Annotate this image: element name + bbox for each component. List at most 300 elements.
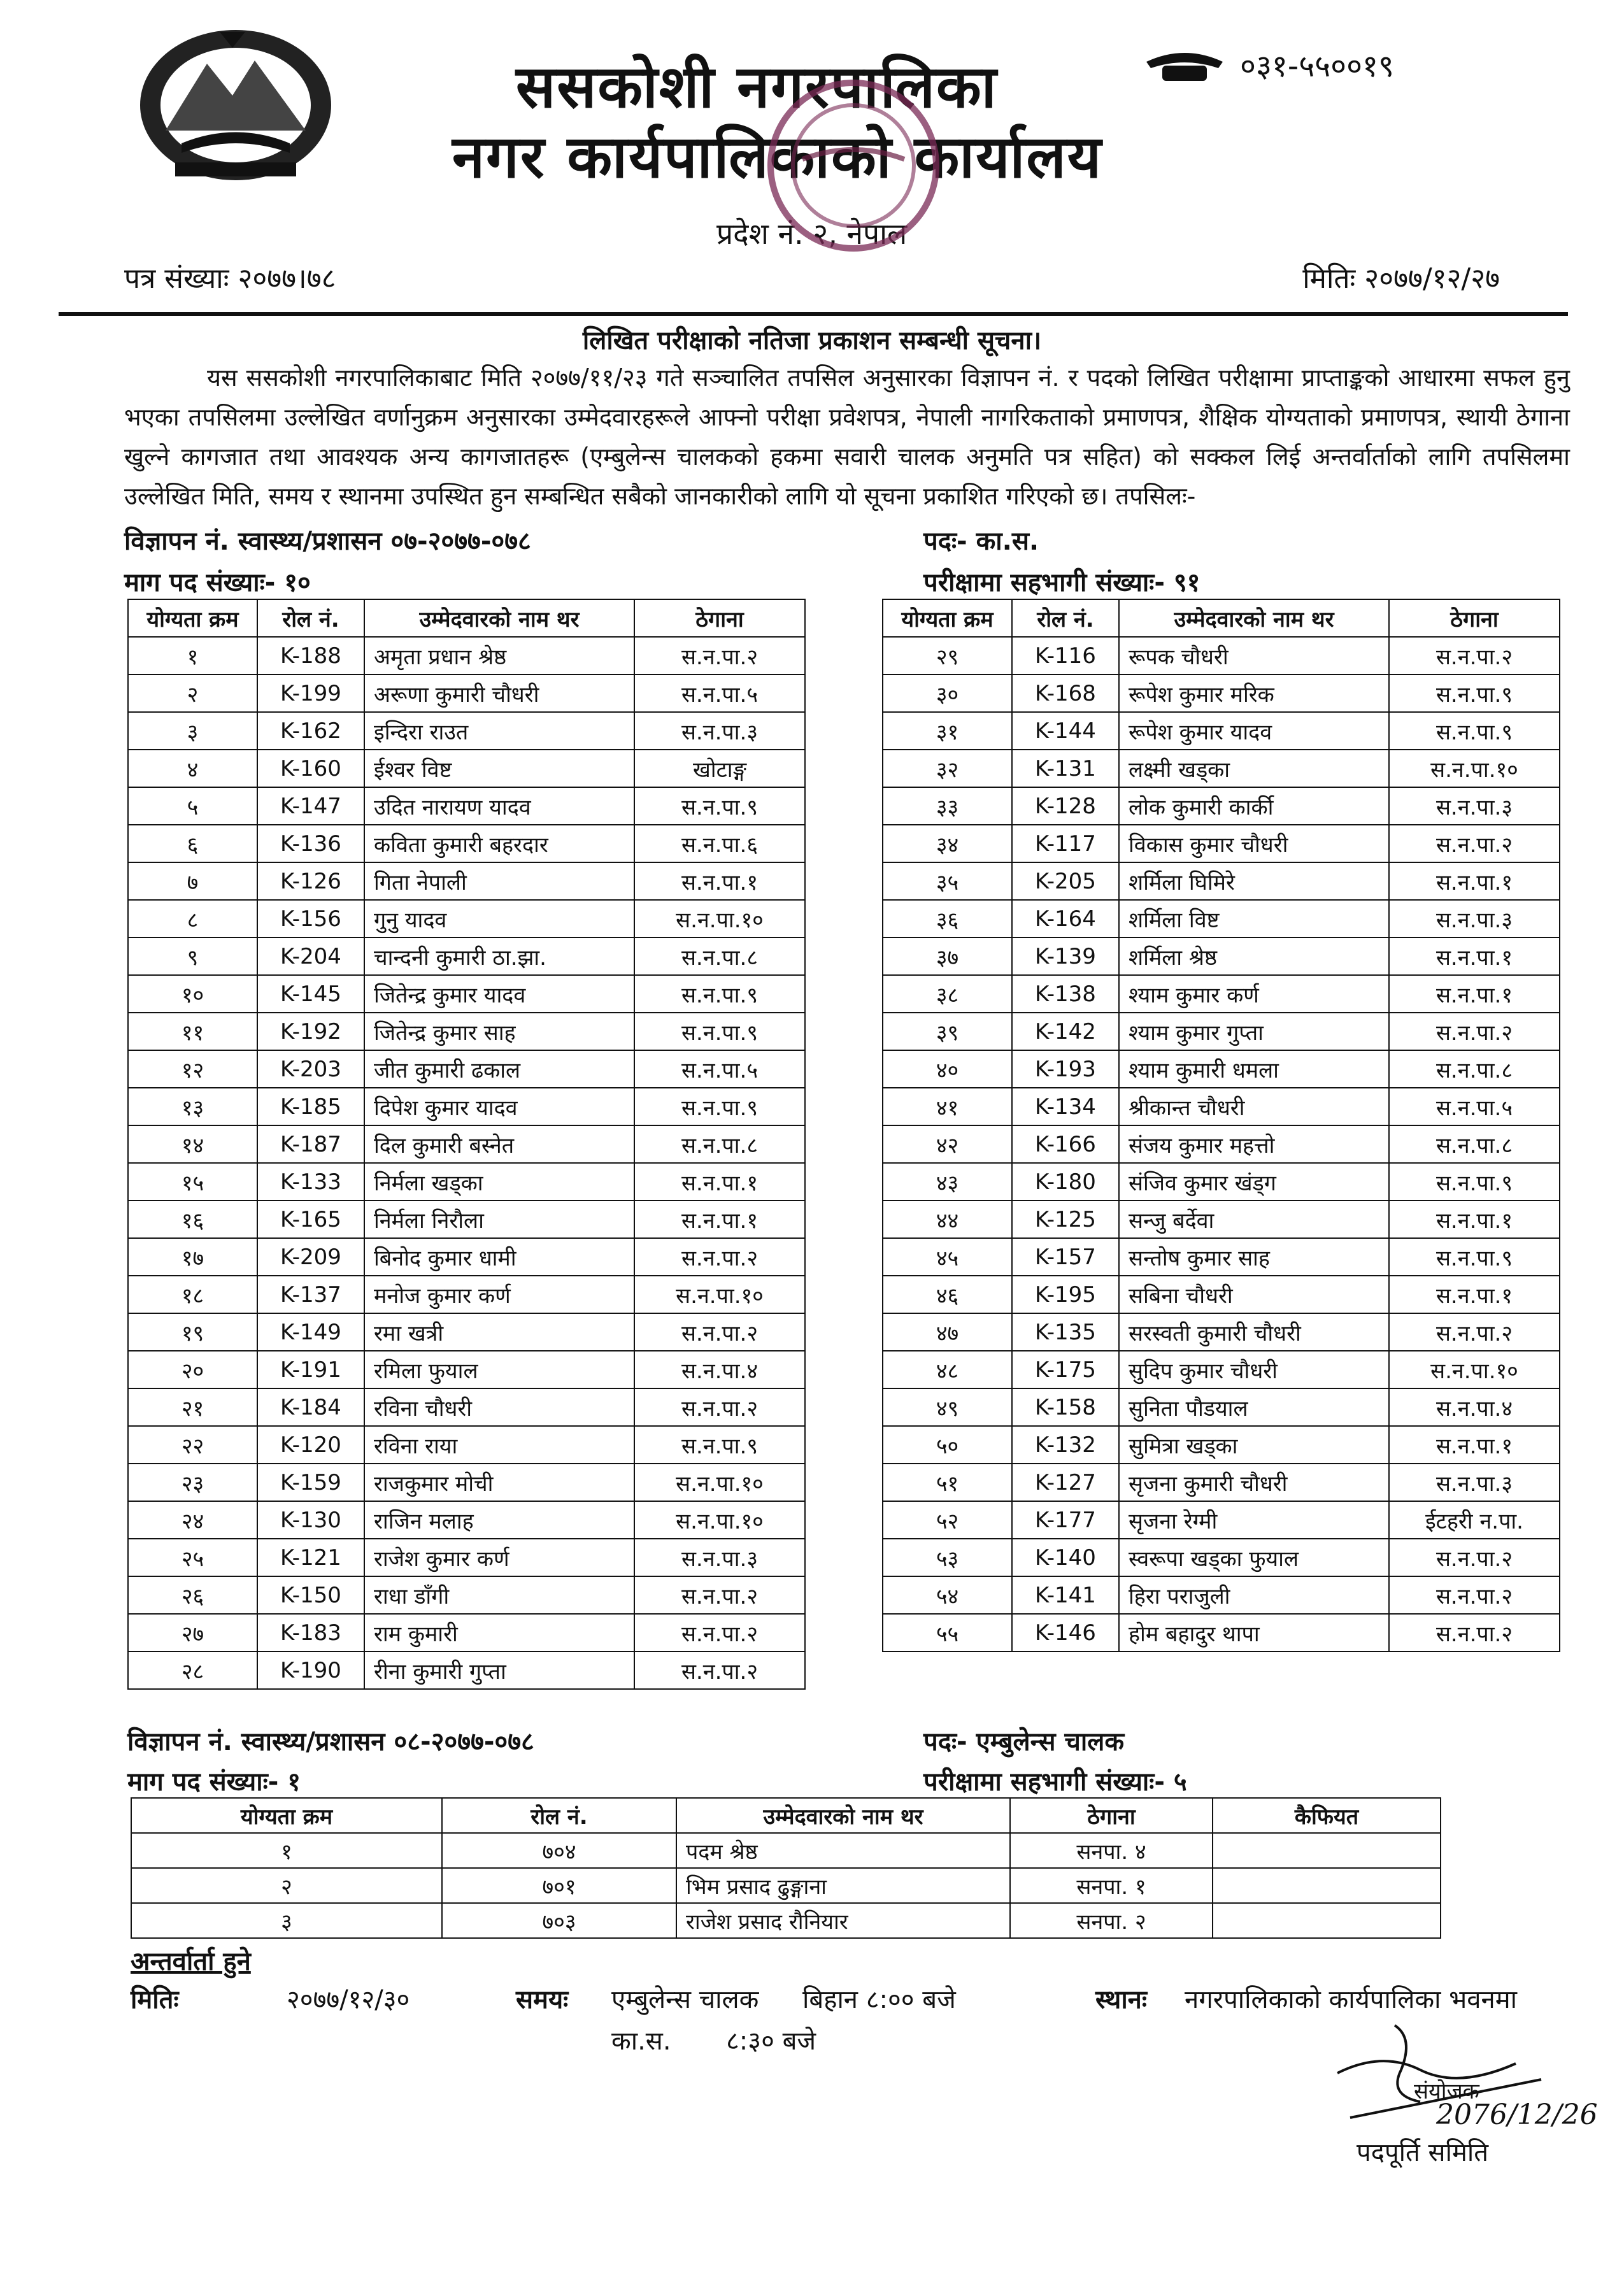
table-cell: ४ [128, 750, 257, 787]
interview-place-label: स्थानः [1095, 1985, 1147, 2014]
table-cell: स.न.पा.२ [1389, 1313, 1560, 1351]
table-row [883, 1614, 1560, 1651]
table-cell: ४९ [883, 1388, 1012, 1426]
table-cell: स.न.पा.३ [634, 1539, 805, 1576]
table-cell: ५० [883, 1426, 1012, 1464]
office-name: नगर कार्यपालिकाको कार्यालय [452, 123, 1103, 191]
table-cell: स.न.पा.९ [634, 787, 805, 825]
table-row [128, 1163, 805, 1201]
table-cell: स.न.पा.९ [1389, 712, 1560, 750]
table-cell: K-138 [1012, 975, 1119, 1013]
table-cell: उदित नारायण यादव [364, 787, 634, 825]
issue-date: मितिः २०७७/१२/२७ [1302, 262, 1500, 295]
table-cell: ईटहरी न.पा. [1389, 1501, 1560, 1539]
table-row [131, 1833, 1441, 1868]
table-row [128, 637, 805, 674]
table-cell: हिरा पराजुली [1119, 1576, 1389, 1614]
table-cell: ३९ [883, 1013, 1012, 1050]
table-cell: ११ [128, 1013, 257, 1050]
table-cell: मनोज कुमार कर्ण [364, 1276, 634, 1313]
table-cell: १६ [128, 1201, 257, 1238]
table-cell: ४४ [883, 1201, 1012, 1238]
table-cell: १२ [128, 1050, 257, 1088]
section1-participants: परीक्षामा सहभागी संख्याः- ९१ [923, 568, 1200, 597]
interview-slot2-time: ८:३० बजे [726, 2027, 816, 2056]
table-row [883, 1088, 1560, 1125]
table-cell: स.न.पा.९ [1389, 674, 1560, 712]
table-cell: रीना कुमारी गुप्ता [364, 1651, 634, 1689]
table-cell: सनपा. ४ [1010, 1833, 1213, 1868]
table-cell: सृजना रेग्मी [1119, 1501, 1389, 1539]
header-divider [59, 312, 1568, 316]
table-cell: रूपेश कुमार यादव [1119, 712, 1389, 750]
table-cell: स.न.पा.३ [1389, 1464, 1560, 1501]
table-cell: राजेश प्रसाद रौनियार [676, 1903, 1010, 1938]
table-cell: सुमित्रा खड्का [1119, 1426, 1389, 1464]
table-cell: K-156 [257, 900, 364, 938]
table-cell: स.न.पा.२ [634, 1313, 805, 1351]
table-cell: ७०४ [442, 1833, 676, 1868]
table-cell: गुनु यादव [364, 900, 634, 938]
table-cell: २७ [128, 1614, 257, 1651]
table-cell: लोक कुमारी कार्की [1119, 787, 1389, 825]
table-row [128, 1276, 805, 1313]
table-cell: ७ [128, 862, 257, 900]
table-cell: K-183 [257, 1614, 364, 1651]
table-cell: सन्जु बर्देवा [1119, 1201, 1389, 1238]
table-cell: ७०३ [442, 1903, 676, 1938]
table-cell: ४२ [883, 1125, 1012, 1163]
table-cell: K-125 [1012, 1201, 1119, 1238]
table-cell: K-187 [257, 1125, 364, 1163]
section1-demand: माग पद संख्याः- १० [124, 568, 311, 597]
table-cell: स.न.पा.८ [634, 938, 805, 975]
table-cell: स.न.पा.१ [634, 1201, 805, 1238]
table-row [128, 1651, 805, 1689]
table-cell: K-136 [257, 825, 364, 862]
table-cell: K-188 [257, 637, 364, 674]
table-cell: स.न.पा.२ [1389, 1614, 1560, 1651]
table-cell: K-199 [257, 674, 364, 712]
table-row [128, 750, 805, 787]
table-row [883, 637, 1560, 674]
table-cell: श्याम कुमार गुप्ता [1119, 1013, 1389, 1050]
table-cell: ४३ [883, 1163, 1012, 1201]
table-cell: स.न.पा.२ [1389, 825, 1560, 862]
reference-number: पत्र संख्याः २०७७।७८ [124, 262, 336, 295]
table-cell: K-203 [257, 1050, 364, 1088]
section2-demand: माग पद संख्याः- १ [127, 1767, 301, 1797]
column-header: ठेगाना [634, 599, 805, 637]
column-header: उम्मेदवारको नाम थर [1119, 599, 1389, 637]
table-row [128, 900, 805, 938]
table-cell: ५३ [883, 1539, 1012, 1576]
table-cell: ३ [131, 1903, 442, 1938]
recruitment-committee: पदपूर्ति समिति [1357, 2138, 1489, 2167]
table-cell: गिता नेपाली [364, 862, 634, 900]
table-row [128, 1125, 805, 1163]
table-cell: स.न.पा.४ [634, 1351, 805, 1388]
table-cell: ३ [128, 712, 257, 750]
table-cell: श्रीकान्त चौधरी [1119, 1088, 1389, 1125]
table-cell: स.न.पा.९ [634, 1426, 805, 1464]
table-cell: श्याम कुमार कर्ण [1119, 975, 1389, 1013]
table-row [883, 1539, 1560, 1576]
official-stamp [732, 70, 974, 274]
column-header: रोल नं. [257, 599, 364, 637]
table-row [128, 1501, 805, 1539]
table-cell: स.न.पा.१० [634, 1276, 805, 1313]
table-header-row [131, 1798, 1441, 1833]
table-cell: ५ [128, 787, 257, 825]
table-row [883, 674, 1560, 712]
column-header: उम्मेदवारको नाम थर [364, 599, 634, 637]
table-cell: सुदिप कुमार चौधरी [1119, 1351, 1389, 1388]
table-row [128, 825, 805, 862]
table-cell: K-135 [1012, 1313, 1119, 1351]
table-row [883, 975, 1560, 1013]
table-cell: खोटाङ्ग [634, 750, 805, 787]
table-cell: स.न.पा.१० [634, 1501, 805, 1539]
table-cell: स.न.पा.२ [634, 1651, 805, 1689]
table-cell: ७०१ [442, 1868, 676, 1903]
table-row [883, 1238, 1560, 1276]
results-table-right [882, 599, 1560, 1652]
interview-slot1-post: एम्बुलेन्स चालक [611, 1985, 759, 2014]
table-row [128, 1539, 805, 1576]
table-row [128, 1313, 805, 1351]
handwritten-signature [1325, 2013, 1598, 2134]
table-row [883, 1501, 1560, 1539]
table-row [128, 1088, 805, 1125]
table-cell: ४६ [883, 1276, 1012, 1313]
table-cell: सृजना कुमारी चौधरी [1119, 1464, 1389, 1501]
interview-date: २०७७/१२/३० [287, 1985, 410, 2014]
table-cell: K-137 [257, 1276, 364, 1313]
table-cell: १३ [128, 1088, 257, 1125]
table-cell: रविना राया [364, 1426, 634, 1464]
table-cell: १ [131, 1833, 442, 1868]
table-cell: स.न.पा.८ [1389, 1050, 1560, 1088]
table-cell: K-190 [257, 1651, 364, 1689]
table-cell: स.न.पा.२ [634, 1388, 805, 1426]
table-cell: K-127 [1012, 1464, 1119, 1501]
table-cell: निर्मला निरौला [364, 1201, 634, 1238]
table-cell: स.न.पा.५ [1389, 1088, 1560, 1125]
table-cell: १ [128, 637, 257, 674]
table-cell: K-146 [1012, 1614, 1119, 1651]
column-header: रोल नं. [1012, 599, 1119, 637]
table-cell: स.न.पा.२ [634, 1614, 805, 1651]
table-cell: स.न.पा.५ [634, 674, 805, 712]
table-cell: होम बहादुर थापा [1119, 1614, 1389, 1651]
table-cell: K-132 [1012, 1426, 1119, 1464]
table-cell: राजकुमार मोची [364, 1464, 634, 1501]
column-header: उम्मेदवारको नाम थर [676, 1798, 1010, 1833]
table-row [131, 1868, 1441, 1903]
table-cell: ५५ [883, 1614, 1012, 1651]
table-cell: ३७ [883, 938, 1012, 975]
table-cell: स.न.पा.९ [1389, 1163, 1560, 1201]
table-cell: २ [131, 1868, 442, 1903]
interview-date-label: मितिः [131, 1985, 179, 2014]
table-cell: K-126 [257, 862, 364, 900]
ambulance-driver-results-table [131, 1797, 1441, 1939]
table-row [128, 1050, 805, 1088]
table-row [128, 938, 805, 975]
table-row [883, 862, 1560, 900]
table-cell: K-158 [1012, 1388, 1119, 1426]
table-cell: बिनोद कुमार धामी [364, 1238, 634, 1276]
section2-participants: परीक्षामा सहभागी संख्याः- ५ [923, 1767, 1187, 1797]
table-cell: जितेन्द्र कुमार यादव [364, 975, 634, 1013]
table-cell: ५२ [883, 1501, 1012, 1539]
table-row [128, 787, 805, 825]
table-cell: ५१ [883, 1464, 1012, 1501]
table-row [128, 1388, 805, 1426]
table-cell: K-165 [257, 1201, 364, 1238]
table-row [128, 1351, 805, 1388]
table-cell: १७ [128, 1238, 257, 1276]
province-name: प्रदेश नं. २, नेपाल [716, 217, 908, 251]
table-row [883, 1163, 1560, 1201]
table-cell: K-164 [1012, 900, 1119, 938]
table-cell: निर्मला खड्का [364, 1163, 634, 1201]
table-cell: ३२ [883, 750, 1012, 787]
table-cell: ४५ [883, 1238, 1012, 1276]
table-cell: विकास कुमार चौधरी [1119, 825, 1389, 862]
table-row [883, 1276, 1560, 1313]
table-row [883, 1050, 1560, 1088]
table-row [128, 1576, 805, 1614]
column-header: कैफियत [1213, 1798, 1441, 1833]
nepal-emblem-logo [137, 25, 334, 185]
table-cell: K-193 [1012, 1050, 1119, 1088]
phone-contact [1143, 45, 1394, 86]
column-header: योग्यता क्रम [883, 599, 1012, 637]
column-header: योग्यता क्रम [131, 1798, 442, 1833]
table-cell: ९ [128, 938, 257, 975]
table-cell: संजय कुमार महत्तो [1119, 1125, 1389, 1163]
table-row [883, 825, 1560, 862]
table-cell: ३४ [883, 825, 1012, 862]
table-cell: K-134 [1012, 1088, 1119, 1125]
table-cell: K-120 [257, 1426, 364, 1464]
table-cell: सनपा. १ [1010, 1868, 1213, 1903]
table-cell: १० [128, 975, 257, 1013]
signature-date: 2076/12/26 [1436, 2099, 1598, 2131]
table-cell: २५ [128, 1539, 257, 1576]
table-cell: ४७ [883, 1313, 1012, 1351]
table-cell: स.न.पा.१ [1389, 1201, 1560, 1238]
table-cell: रविना चौधरी [364, 1388, 634, 1426]
table-row [883, 1351, 1560, 1388]
table-cell: स.न.पा.३ [1389, 787, 1560, 825]
table-cell: रूपेश कुमार मरिक [1119, 674, 1389, 712]
table-row [128, 712, 805, 750]
table-cell: K-150 [257, 1576, 364, 1614]
table-row [883, 750, 1560, 787]
table-cell: २० [128, 1351, 257, 1388]
table-cell: ३६ [883, 900, 1012, 938]
table-cell: K-128 [1012, 787, 1119, 825]
table-cell: रमा खत्री [364, 1313, 634, 1351]
table-cell: ३१ [883, 712, 1012, 750]
table-cell: सबिना चौधरी [1119, 1276, 1389, 1313]
table-cell: स.न.पा.१० [1389, 750, 1560, 787]
table-cell: स.न.पा.२ [1389, 1013, 1560, 1050]
table-cell: १८ [128, 1276, 257, 1313]
table-cell: अरूणा कुमारी चौधरी [364, 674, 634, 712]
table-cell: २६ [128, 1576, 257, 1614]
table-cell: K-142 [1012, 1013, 1119, 1050]
table-cell: स.न.पा.३ [1389, 900, 1560, 938]
table-cell: शर्मिला विष्ट [1119, 900, 1389, 938]
table-cell: ३५ [883, 862, 1012, 900]
telephone-icon [1143, 49, 1226, 82]
table-cell: K-192 [257, 1013, 364, 1050]
table-row [128, 1238, 805, 1276]
table-cell: स.न.पा.१० [634, 1464, 805, 1501]
table-cell: स.न.पा.१ [1389, 862, 1560, 900]
interview-slot1-time: बिहान ८:०० बजे [802, 1985, 956, 2014]
table-cell: इन्दिरा राउत [364, 712, 634, 750]
table-row [883, 1313, 1560, 1351]
table-row [883, 1013, 1560, 1050]
table-cell: स.न.पा.८ [634, 1125, 805, 1163]
table-cell: K-159 [257, 1464, 364, 1501]
table-cell: श्याम कुमारी धमला [1119, 1050, 1389, 1088]
municipality-name: ससकोशी नगरपालिका [516, 53, 998, 121]
table-cell: लक्ष्मी खड्का [1119, 750, 1389, 787]
table-cell: स.न.पा.१० [1389, 1351, 1560, 1388]
table-cell: राजिन मलाह [364, 1501, 634, 1539]
table-cell: स.न.पा.९ [1389, 1238, 1560, 1276]
column-header: ठेगाना [1389, 599, 1560, 637]
table-cell: ३० [883, 674, 1012, 712]
table-row [128, 1201, 805, 1238]
interview-slot2-post: का.स. [611, 2027, 671, 2056]
table-cell: शर्मिला श्रेष्ठ [1119, 938, 1389, 975]
table-cell: दिल कुमारी बस्नेत [364, 1125, 634, 1163]
table-cell: २२ [128, 1426, 257, 1464]
table-cell: संजिव कुमार खंड्ग [1119, 1163, 1389, 1201]
interview-place: नगरपालिकाको कार्यपालिका भवनमा [1185, 1985, 1517, 2014]
table-cell: सुनिता पौडयाल [1119, 1388, 1389, 1426]
table-row [883, 1388, 1560, 1426]
table-cell: K-149 [257, 1313, 364, 1351]
table-cell: राम कुमारी [364, 1614, 634, 1651]
table-header-row [883, 599, 1560, 637]
table-row [128, 862, 805, 900]
table-cell: K-205 [1012, 862, 1119, 900]
table-cell: स.न.पा.१ [1389, 938, 1560, 975]
phone-number: ०३१-५५००१९ [1240, 48, 1394, 84]
table-row [128, 674, 805, 712]
table-cell: K-116 [1012, 637, 1119, 674]
table-row [128, 1614, 805, 1651]
table-cell: चान्दनी कुमारी ठा.झा. [364, 938, 634, 975]
table-cell: K-162 [257, 712, 364, 750]
section1-post: पदः- का.स. [923, 527, 1039, 556]
table-cell: K-117 [1012, 825, 1119, 862]
table-row [883, 1125, 1560, 1163]
table-cell: K-141 [1012, 1576, 1119, 1614]
table-cell: स.न.पा.२ [1389, 1576, 1560, 1614]
table-cell: K-195 [1012, 1276, 1119, 1313]
section2-advert: विज्ञापन नं. स्वास्थ्य/प्रशासन ०८-२०७७-०७८ [127, 1727, 534, 1757]
interview-heading: अन्तर्वार्ता हुने [131, 1947, 251, 1976]
table-cell: K-157 [1012, 1238, 1119, 1276]
notice-body: यस ससकोशी नगरपालिकाबाट मिति २०७७/११/२३ गते सञ्चालित तपसिल अनुसारका विज्ञापन नं. र पदको लिखित परीक्षामा प्राप्ताङ्कको आधारमा सफल हुनु भएका तपसिलमा उल्लेखित वर्णानुक्रम अनुसारका उम्मेदवारहरूले आफ्नो परीक्षा प्रवेशपत्र, नेपाली नागरिकताको प्रमाणपत्र, शैक्षिक योग्यताको प्रमाणपत्र, स्थायी ठेगाना खुल्ने कागजात तथा आवश्यक अन्य कागजातहरू (एम्बुलेन्स चालकको हकमा सवारी चालक अनुमति पत्र सहित) को सक्कल लिई अन्तर्वार्ताको लागि तपसिलमा उल्लेखित मिति, समय र स्थानमा उपस्थित हुन सम्बन्धित सबैको जानकारीको लागि यो सूचना प्रकाशित गरिएको छ। तपसिलः- [124, 364, 1570, 510]
table-cell: स.न.पा.१ [634, 862, 805, 900]
table-cell: स.न.पा.८ [1389, 1125, 1560, 1163]
table-cell: स.न.पा.९ [634, 975, 805, 1013]
table-cell: K-209 [257, 1238, 364, 1276]
table-cell: K-130 [257, 1501, 364, 1539]
table-header-row [128, 599, 805, 637]
table-cell: कविता कुमारी बहरदार [364, 825, 634, 862]
section2-post: पदः- एम्बुलेन्स चालक [923, 1727, 1125, 1757]
table-cell: स.न.पा.४ [1389, 1388, 1560, 1426]
table-row [128, 1013, 805, 1050]
table-cell: K-131 [1012, 750, 1119, 787]
table-cell: स.न.पा.१ [1389, 1276, 1560, 1313]
table-row [128, 1464, 805, 1501]
section1-advert: विज्ञापन नं. स्वास्थ्य/प्रशासन ०७-२०७७-०७८ [124, 527, 531, 556]
table-cell: राजेश कुमार कर्ण [364, 1539, 634, 1576]
table-cell: K-139 [1012, 938, 1119, 975]
table-cell: K-140 [1012, 1539, 1119, 1576]
table-cell: K-133 [257, 1163, 364, 1201]
table-cell: K-145 [257, 975, 364, 1013]
notice-title: लिखित परीक्षाको नतिजा प्रकाशन सम्बन्धी सूचना। [582, 326, 1042, 355]
table-cell: २१ [128, 1388, 257, 1426]
table-cell: स.न.पा.२ [1389, 637, 1560, 674]
results-table-left [127, 599, 806, 1690]
table-cell: २८ [128, 1651, 257, 1689]
table-cell: १४ [128, 1125, 257, 1163]
table-cell: दिपेश कुमार यादव [364, 1088, 634, 1125]
table-cell: स्वरूपा खड्का फुयाल [1119, 1539, 1389, 1576]
table-cell: ५४ [883, 1576, 1012, 1614]
table-cell: K-121 [257, 1539, 364, 1576]
table-row [883, 712, 1560, 750]
table-cell: K-147 [257, 787, 364, 825]
table-cell: ईश्वर विष्ट [364, 750, 634, 787]
table-cell: K-166 [1012, 1125, 1119, 1163]
table-cell: रमिला फुयाल [364, 1351, 634, 1388]
table-row [883, 1464, 1560, 1501]
column-header: योग्यता क्रम [128, 599, 257, 637]
table-cell: सरस्वती कुमारी चौधरी [1119, 1313, 1389, 1351]
table-cell: K-185 [257, 1088, 364, 1125]
table-row [883, 1576, 1560, 1614]
table-cell: K-204 [257, 938, 364, 975]
table-cell: भिम प्रसाद ढुङ्गाना [676, 1868, 1010, 1903]
table-row [131, 1903, 1441, 1938]
table-cell: स.न.पा.९ [634, 1088, 805, 1125]
table-row [883, 900, 1560, 938]
table-cell: स.न.पा.२ [634, 1238, 805, 1276]
table-cell: जितेन्द्र कुमार साह [364, 1013, 634, 1050]
table-cell: ६ [128, 825, 257, 862]
column-header: रोल नं. [442, 1798, 676, 1833]
interview-time-label: समयः [516, 1985, 569, 2014]
table-cell: ३३ [883, 787, 1012, 825]
table-cell: १९ [128, 1313, 257, 1351]
table-cell: १५ [128, 1163, 257, 1201]
